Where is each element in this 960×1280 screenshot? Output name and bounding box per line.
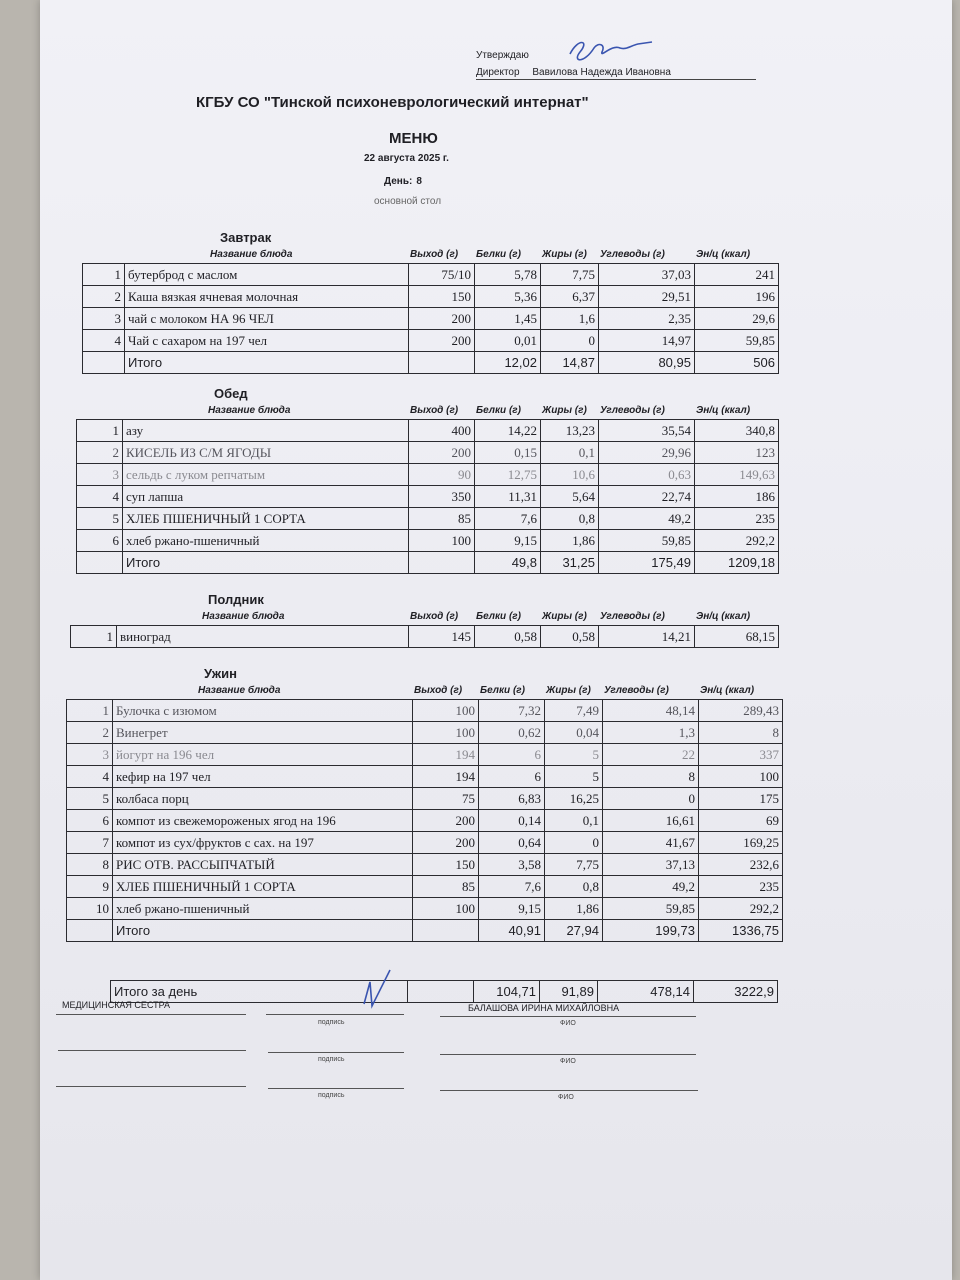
- column-header-protein: Белки (г): [480, 685, 525, 696]
- day-total-energy: 3222,9: [694, 981, 778, 1003]
- dish-fat: 5: [545, 744, 603, 766]
- fio-caption-1: ФИО: [560, 1020, 576, 1027]
- dish-name: Каша вязкая ячневая молочная: [125, 286, 409, 308]
- dish-protein: 14,22: [475, 420, 541, 442]
- meal-table: [66, 699, 783, 942]
- column-header-energy: Эн/ц (ккал): [696, 249, 751, 260]
- nurse-name: БАЛАШОВА ИРИНА МИХАЙЛОВНА: [468, 1003, 620, 1013]
- dish-fat: 0: [545, 832, 603, 854]
- column-header-carbs: Углеводы (г): [600, 249, 665, 260]
- dish-energy: 196: [695, 286, 779, 308]
- column-header-name: Название блюда: [210, 249, 293, 260]
- row-number: 6: [67, 810, 113, 832]
- column-header-protein: Белки (г): [476, 405, 521, 416]
- table-row: [77, 420, 779, 442]
- dish-fat: 0,1: [545, 810, 603, 832]
- total-protein: 12,02: [475, 352, 541, 374]
- total-row: [83, 352, 779, 374]
- dish-protein: 0,14: [479, 810, 545, 832]
- meal-table: [82, 263, 779, 374]
- dish-protein: 9,15: [475, 530, 541, 552]
- dish-energy: 235: [695, 508, 779, 530]
- dish-energy: 69: [699, 810, 783, 832]
- row-number: 3: [83, 308, 125, 330]
- dish-energy: 235: [699, 876, 783, 898]
- table-row: [67, 898, 783, 920]
- table-row: [77, 530, 779, 552]
- dish-protein: 6,83: [479, 788, 545, 810]
- dish-energy: 289,43: [699, 700, 783, 722]
- dish-energy: 292,2: [699, 898, 783, 920]
- total-carbs: 199,73: [603, 920, 699, 942]
- dish-energy: 337: [699, 744, 783, 766]
- table-row: [77, 442, 779, 464]
- sign-caption-1: подпись: [318, 1019, 345, 1026]
- dish-name: компот из свежемороженых ягод на 196: [113, 810, 413, 832]
- dish-name: Булочка с изюмом: [113, 700, 413, 722]
- column-header-name: Название блюда: [208, 405, 291, 416]
- total-yield: [409, 552, 475, 574]
- column-header-name: Название блюда: [198, 685, 281, 696]
- dish-name: виноград: [117, 626, 409, 648]
- dish-energy: 232,6: [699, 854, 783, 876]
- dish-protein: 7,6: [475, 508, 541, 530]
- dish-yield: 85: [409, 508, 475, 530]
- dish-energy: 29,6: [695, 308, 779, 330]
- dish-protein: 0,64: [479, 832, 545, 854]
- approval-position: Директор: [476, 67, 520, 78]
- dish-protein: 0,15: [475, 442, 541, 464]
- dish-yield: 90: [409, 464, 475, 486]
- dish-name: хлеб ржано-пшеничный: [113, 898, 413, 920]
- total-row: [77, 552, 779, 574]
- column-header-protein: Белки (г): [476, 249, 521, 260]
- dish-carbs: 14,97: [599, 330, 695, 352]
- dish-yield: 200: [413, 810, 479, 832]
- dish-name: компот из сух/фруктов с сах. на 197: [113, 832, 413, 854]
- total-carbs: 175,49: [599, 552, 695, 574]
- table-row: [77, 486, 779, 508]
- dish-name: КИСЕЛЬ ИЗ С/М ЯГОДЫ: [123, 442, 409, 464]
- row-number: 6: [77, 530, 123, 552]
- dish-energy: 175: [699, 788, 783, 810]
- row-number: 1: [77, 420, 123, 442]
- dish-protein: 6: [479, 766, 545, 788]
- dish-protein: 0,62: [479, 722, 545, 744]
- table-row: [67, 766, 783, 788]
- row-number: 9: [67, 876, 113, 898]
- dish-name: ХЛЕБ ПШЕНИЧНЫЙ 1 СОРТА: [113, 876, 413, 898]
- dish-yield: 85: [413, 876, 479, 898]
- column-header-fat: Жиры (г): [542, 249, 587, 260]
- day-total-table: [110, 980, 778, 1003]
- row-number: 1: [71, 626, 117, 648]
- dish-fat: 0,04: [545, 722, 603, 744]
- table-row: [71, 626, 779, 648]
- column-header-carbs: Углеводы (г): [604, 685, 669, 696]
- dish-yield: 194: [413, 766, 479, 788]
- meal-table: [76, 419, 779, 574]
- table-row: [67, 722, 783, 744]
- nurse-position: МЕДИЦИНСКАЯ СЕСТРА: [62, 1000, 171, 1010]
- total-energy: 1209,18: [695, 552, 779, 574]
- dish-carbs: 22,74: [599, 486, 695, 508]
- dish-yield: 350: [409, 486, 475, 508]
- menu-day: [384, 176, 422, 187]
- table-row: [67, 788, 783, 810]
- day-label: День:: [384, 176, 413, 187]
- column-header-yield: Выход (г): [410, 611, 459, 622]
- dish-yield: 200: [409, 442, 475, 464]
- dish-carbs: 37,03: [599, 264, 695, 286]
- row-number: 1: [67, 700, 113, 722]
- dish-yield: 75/10: [409, 264, 475, 286]
- dish-energy: 292,2: [695, 530, 779, 552]
- dish-fat: 1,86: [541, 530, 599, 552]
- dish-yield: 100: [413, 700, 479, 722]
- fio-caption-3: ФИО: [558, 1094, 574, 1101]
- dish-fat: 5,64: [541, 486, 599, 508]
- meal-section: [66, 666, 783, 942]
- total-row: [67, 920, 783, 942]
- dish-name: бутерброд с маслом: [125, 264, 409, 286]
- dish-fat: 0,8: [541, 508, 599, 530]
- total-protein: 40,91: [479, 920, 545, 942]
- meal-title: Завтрак: [220, 230, 272, 245]
- row-number: 2: [67, 722, 113, 744]
- table-row: [67, 854, 783, 876]
- column-header-yield: Выход (г): [410, 405, 459, 416]
- dish-name: суп лапша: [123, 486, 409, 508]
- dish-fat: 7,49: [545, 700, 603, 722]
- dish-energy: 149,63: [695, 464, 779, 486]
- dish-energy: 340,8: [695, 420, 779, 442]
- day-total-fat: 91,89: [540, 981, 598, 1003]
- total-fat: 27,94: [545, 920, 603, 942]
- column-header-row: [82, 248, 759, 263]
- meal-section: [82, 230, 779, 374]
- dish-yield: 200: [409, 308, 475, 330]
- column-header-energy: Эн/ц (ккал): [696, 611, 751, 622]
- day-total-label: Итого за день: [111, 981, 408, 1003]
- table-row: [67, 832, 783, 854]
- dish-protein: 7,32: [479, 700, 545, 722]
- dish-yield: 75: [413, 788, 479, 810]
- page-title: МЕНЮ: [389, 130, 438, 147]
- table-row: [83, 264, 779, 286]
- total-energy: 1336,75: [699, 920, 783, 942]
- dish-protein: 7,6: [479, 876, 545, 898]
- menu-date: 22 августа 2025 г.: [364, 153, 449, 164]
- dish-protein: 12,75: [475, 464, 541, 486]
- row-number: 5: [67, 788, 113, 810]
- dish-name: РИС ОТВ. РАССЫПЧАТЫЙ: [113, 854, 413, 876]
- dish-protein: 5,36: [475, 286, 541, 308]
- table-row: [67, 700, 783, 722]
- dish-name: йогурт на 196 чел: [113, 744, 413, 766]
- dish-fat: 0: [541, 330, 599, 352]
- dish-carbs: 41,67: [603, 832, 699, 854]
- day-value: 8: [416, 176, 422, 187]
- dish-yield: 400: [409, 420, 475, 442]
- table-row: [83, 330, 779, 352]
- row-number: 8: [67, 854, 113, 876]
- dish-carbs: 0: [603, 788, 699, 810]
- dish-yield: 100: [413, 898, 479, 920]
- day-total-carbs: 478,14: [598, 981, 694, 1003]
- table-row: [83, 286, 779, 308]
- total-protein: 49,8: [475, 552, 541, 574]
- dish-fat: 1,86: [545, 898, 603, 920]
- row-number: 7: [67, 832, 113, 854]
- table-type: основной стол: [374, 196, 442, 207]
- dish-fat: 16,25: [545, 788, 603, 810]
- column-header-energy: Эн/ц (ккал): [696, 405, 751, 416]
- dish-energy: 123: [695, 442, 779, 464]
- dish-name: хлеб ржано-пшеничный: [123, 530, 409, 552]
- dish-energy: 241: [695, 264, 779, 286]
- organization-name: КГБУ СО "Тинской психоневрологический интернат": [196, 94, 589, 111]
- dish-protein: 0,01: [475, 330, 541, 352]
- dish-energy: 100: [699, 766, 783, 788]
- dish-carbs: 59,85: [603, 898, 699, 920]
- dish-protein: 5,78: [475, 264, 541, 286]
- row-number: 2: [83, 286, 125, 308]
- dish-fat: 10,6: [541, 464, 599, 486]
- total-carbs: 80,95: [599, 352, 695, 374]
- meal-title: Обед: [214, 386, 248, 401]
- dish-fat: 0,1: [541, 442, 599, 464]
- sign-caption-2: подпись: [318, 1056, 345, 1063]
- dish-name: кефир на 197 чел: [113, 766, 413, 788]
- sign-caption-3: подпись: [318, 1092, 345, 1099]
- total-label: Итого: [123, 552, 409, 574]
- table-row: [77, 464, 779, 486]
- total-fat: 14,87: [541, 352, 599, 374]
- dish-energy: 8: [699, 722, 783, 744]
- total-label: Итого: [113, 920, 413, 942]
- table-row: [67, 810, 783, 832]
- meal-title: Ужин: [204, 666, 237, 681]
- day-total-protein: 104,71: [474, 981, 540, 1003]
- dish-carbs: 2,35: [599, 308, 695, 330]
- dish-carbs: 29,96: [599, 442, 695, 464]
- dish-name: чай с молоком НА 96 ЧЕЛ: [125, 308, 409, 330]
- dish-fat: 5: [545, 766, 603, 788]
- column-header-yield: Выход (г): [410, 249, 459, 260]
- dish-energy: 186: [695, 486, 779, 508]
- column-header-fat: Жиры (г): [546, 685, 591, 696]
- dish-protein: 6: [479, 744, 545, 766]
- dish-carbs: 49,2: [603, 876, 699, 898]
- dish-name: азу: [123, 420, 409, 442]
- dish-name: Чай с сахаром на 197 чел: [125, 330, 409, 352]
- total-yield: [413, 920, 479, 942]
- dish-yield: 100: [413, 722, 479, 744]
- dish-carbs: 29,51: [599, 286, 695, 308]
- dish-carbs: 37,13: [603, 854, 699, 876]
- column-header-fat: Жиры (г): [542, 405, 587, 416]
- dish-fat: 7,75: [545, 854, 603, 876]
- dish-yield: 194: [413, 744, 479, 766]
- column-header-row: [70, 610, 766, 625]
- total-energy: 506: [695, 352, 779, 374]
- row-number: 2: [77, 442, 123, 464]
- total-yield: [409, 352, 475, 374]
- row-number: 4: [77, 486, 123, 508]
- total-number-cell: [67, 920, 113, 942]
- dish-protein: 9,15: [479, 898, 545, 920]
- column-header-name: Название блюда: [202, 611, 285, 622]
- column-header-fat: Жиры (г): [542, 611, 587, 622]
- dish-energy: 169,25: [699, 832, 783, 854]
- total-fat: 31,25: [541, 552, 599, 574]
- meal-table: [70, 625, 779, 648]
- total-number-cell: [77, 552, 123, 574]
- fio-caption-2: ФИО: [560, 1058, 576, 1065]
- dish-fat: 6,37: [541, 286, 599, 308]
- dish-name: сельдь с луком репчатым: [123, 464, 409, 486]
- day-total-row: [111, 981, 778, 1003]
- column-header-carbs: Углеводы (г): [600, 405, 665, 416]
- row-number: 4: [83, 330, 125, 352]
- column-header-row: [66, 684, 776, 699]
- dish-carbs: 48,14: [603, 700, 699, 722]
- dish-carbs: 8: [603, 766, 699, 788]
- table-row: [77, 508, 779, 530]
- dish-name: Винегрет: [113, 722, 413, 744]
- approval-name: Вавилова Надежда Ивановна: [532, 67, 671, 78]
- dish-carbs: 1,3: [603, 722, 699, 744]
- dish-carbs: 14,21: [599, 626, 695, 648]
- dish-yield: 145: [409, 626, 475, 648]
- dish-carbs: 35,54: [599, 420, 695, 442]
- total-number-cell: [83, 352, 125, 374]
- dish-fat: 13,23: [541, 420, 599, 442]
- column-header-energy: Эн/ц (ккал): [700, 685, 755, 696]
- dish-energy: 59,85: [695, 330, 779, 352]
- total-label: Итого: [125, 352, 409, 374]
- row-number: 3: [67, 744, 113, 766]
- dish-yield: 150: [413, 854, 479, 876]
- row-number: 3: [77, 464, 123, 486]
- table-row: [67, 744, 783, 766]
- nurse-signature: [356, 964, 416, 1010]
- approval-label: Утверждаю: [476, 50, 529, 61]
- table-row: [67, 876, 783, 898]
- dish-protein: 1,45: [475, 308, 541, 330]
- column-header-protein: Белки (г): [476, 611, 521, 622]
- dish-fat: 7,75: [541, 264, 599, 286]
- row-number: 1: [83, 264, 125, 286]
- dish-yield: 100: [409, 530, 475, 552]
- day-total-yield: [408, 981, 474, 1003]
- meal-title: Полдник: [208, 592, 264, 607]
- dish-carbs: 16,61: [603, 810, 699, 832]
- dish-fat: 0,8: [545, 876, 603, 898]
- row-number: 5: [77, 508, 123, 530]
- dish-energy: 68,15: [695, 626, 779, 648]
- dish-name: колбаса порц: [113, 788, 413, 810]
- dish-carbs: 49,2: [599, 508, 695, 530]
- dish-carbs: 22: [603, 744, 699, 766]
- dish-yield: 200: [413, 832, 479, 854]
- dish-yield: 150: [409, 286, 475, 308]
- dish-fat: 0,58: [541, 626, 599, 648]
- director-signature: [560, 34, 660, 70]
- dish-protein: 11,31: [475, 486, 541, 508]
- dish-yield: 200: [409, 330, 475, 352]
- row-number: 4: [67, 766, 113, 788]
- column-header-row: [76, 404, 762, 419]
- dish-protein: 0,58: [475, 626, 541, 648]
- dish-name: ХЛЕБ ПШЕНИЧНЫЙ 1 СОРТА: [123, 508, 409, 530]
- table-row: [83, 308, 779, 330]
- dish-carbs: 59,85: [599, 530, 695, 552]
- column-header-yield: Выход (г): [414, 685, 463, 696]
- row-number: 10: [67, 898, 113, 920]
- meal-section: [70, 592, 779, 648]
- dish-protein: 3,58: [479, 854, 545, 876]
- dish-carbs: 0,63: [599, 464, 695, 486]
- dish-fat: 1,6: [541, 308, 599, 330]
- column-header-carbs: Углеводы (г): [600, 611, 665, 622]
- meal-section: [76, 386, 779, 574]
